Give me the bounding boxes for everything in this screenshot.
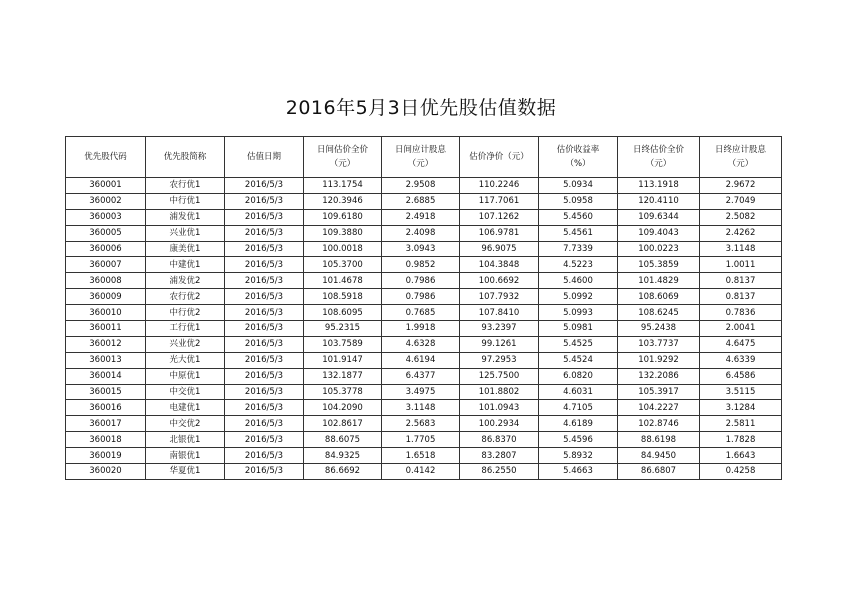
table-cell: 4.6475 bbox=[700, 336, 782, 352]
table-cell: 360013 bbox=[66, 352, 146, 368]
table-cell: 5.4525 bbox=[539, 336, 618, 352]
table-cell: 6.0820 bbox=[539, 368, 618, 384]
table-cell: 7.7339 bbox=[539, 241, 618, 257]
table-row bbox=[66, 352, 782, 368]
table-cell: 109.6344 bbox=[618, 209, 700, 225]
table-cell: 5.4596 bbox=[539, 432, 618, 448]
column-header-line: 日间估价全价 bbox=[316, 145, 368, 155]
table-cell: 3.0943 bbox=[382, 241, 460, 257]
table-cell: 2016/5/3 bbox=[225, 384, 304, 400]
table-cell: 106.9781 bbox=[460, 225, 539, 241]
table-cell: 109.6180 bbox=[304, 209, 382, 225]
table-cell: 101.9292 bbox=[618, 352, 700, 368]
table-cell: 360016 bbox=[66, 400, 146, 416]
table-cell: 浦发优2 bbox=[146, 273, 225, 289]
table-cell: 95.2438 bbox=[618, 321, 700, 337]
table-cell: 农行优2 bbox=[146, 289, 225, 305]
table-cell: 2016/5/3 bbox=[225, 464, 304, 480]
table-row bbox=[66, 289, 782, 305]
table-cell: 100.2934 bbox=[460, 416, 539, 432]
table-cell: 86.2550 bbox=[460, 464, 539, 480]
table-cell: 中交优1 bbox=[146, 384, 225, 400]
table-cell: 360012 bbox=[66, 336, 146, 352]
table-cell: 360018 bbox=[66, 432, 146, 448]
table-cell: 5.0934 bbox=[539, 178, 618, 194]
column-header-line: 估价净价（元） bbox=[469, 152, 529, 162]
table-cell: 1.6518 bbox=[382, 448, 460, 464]
table-cell: 360010 bbox=[66, 305, 146, 321]
table-cell: 北银优1 bbox=[146, 432, 225, 448]
table-row bbox=[66, 464, 782, 480]
table-cell: 1.7705 bbox=[382, 432, 460, 448]
table-cell: 86.8370 bbox=[460, 432, 539, 448]
table-cell: 康美优1 bbox=[146, 241, 225, 257]
table-cell: 5.0958 bbox=[539, 193, 618, 209]
table-row bbox=[66, 257, 782, 273]
column-header-line: 估价收益率 bbox=[556, 145, 600, 155]
column-header bbox=[700, 137, 782, 178]
table-cell: 120.4110 bbox=[618, 193, 700, 209]
table-cell: 360001 bbox=[66, 178, 146, 194]
table-cell: 103.7737 bbox=[618, 336, 700, 352]
column-header bbox=[304, 137, 382, 178]
table-cell: 107.7932 bbox=[460, 289, 539, 305]
table-cell: 中行优1 bbox=[146, 193, 225, 209]
table-cell: 99.1261 bbox=[460, 336, 539, 352]
table-cell: 2.4098 bbox=[382, 225, 460, 241]
table-cell: 5.4600 bbox=[539, 273, 618, 289]
table-cell: 108.6095 bbox=[304, 305, 382, 321]
table-cell: 86.6807 bbox=[618, 464, 700, 480]
table-cell: 2016/5/3 bbox=[225, 416, 304, 432]
table-cell: 360008 bbox=[66, 273, 146, 289]
table-cell: 86.6692 bbox=[304, 464, 382, 480]
table-cell: 0.7986 bbox=[382, 273, 460, 289]
table-cell: 103.7589 bbox=[304, 336, 382, 352]
table-cell: 360005 bbox=[66, 225, 146, 241]
table-cell: 3.5115 bbox=[700, 384, 782, 400]
table-cell: 100.0223 bbox=[618, 241, 700, 257]
table-cell: 107.8410 bbox=[460, 305, 539, 321]
page-title: 2016年5月3日优先股估值数据 bbox=[285, 97, 557, 119]
table-cell: 2016/5/3 bbox=[225, 368, 304, 384]
column-header-line: 日终应计股息 bbox=[714, 145, 766, 155]
table-cell: 5.4561 bbox=[539, 225, 618, 241]
table-cell: 2.5683 bbox=[382, 416, 460, 432]
table-cell: 360014 bbox=[66, 368, 146, 384]
table-row bbox=[66, 321, 782, 337]
table-cell: 101.4678 bbox=[304, 273, 382, 289]
table-cell: 360002 bbox=[66, 193, 146, 209]
table-cell: 2.5811 bbox=[700, 416, 782, 432]
table-row bbox=[66, 336, 782, 352]
table-row bbox=[66, 384, 782, 400]
table-cell: 光大优1 bbox=[146, 352, 225, 368]
table-row bbox=[66, 448, 782, 464]
table-cell: 104.2090 bbox=[304, 400, 382, 416]
table-cell: 2016/5/3 bbox=[225, 432, 304, 448]
table-cell: 南银优1 bbox=[146, 448, 225, 464]
table-cell: 95.2315 bbox=[304, 321, 382, 337]
table-cell: 88.6075 bbox=[304, 432, 382, 448]
table-cell: 110.2246 bbox=[460, 178, 539, 194]
table-cell: 105.3700 bbox=[304, 257, 382, 273]
table-cell: 101.4829 bbox=[618, 273, 700, 289]
table-cell: 0.7836 bbox=[700, 305, 782, 321]
table-cell: 100.6692 bbox=[460, 273, 539, 289]
table-row bbox=[66, 241, 782, 257]
table-cell: 360015 bbox=[66, 384, 146, 400]
table-cell: 6.4377 bbox=[382, 368, 460, 384]
table-cell: 0.8137 bbox=[700, 273, 782, 289]
table-cell: 5.4663 bbox=[539, 464, 618, 480]
table-cell: 4.6031 bbox=[539, 384, 618, 400]
table-cell: 88.6198 bbox=[618, 432, 700, 448]
table-row bbox=[66, 178, 782, 194]
table-cell: 1.7828 bbox=[700, 432, 782, 448]
table-cell: 2016/5/3 bbox=[225, 209, 304, 225]
table-cell: 102.8746 bbox=[618, 416, 700, 432]
table-cell: 电建优1 bbox=[146, 400, 225, 416]
table-cell: 2016/5/3 bbox=[225, 448, 304, 464]
table-cell: 93.2397 bbox=[460, 321, 539, 337]
table-cell: 中建优1 bbox=[146, 257, 225, 273]
table-cell: 132.2086 bbox=[618, 368, 700, 384]
table-cell: 2016/5/3 bbox=[225, 336, 304, 352]
table-cell: 3.1284 bbox=[700, 400, 782, 416]
column-header-line: 估值日期 bbox=[246, 152, 281, 162]
table-cell: 360017 bbox=[66, 416, 146, 432]
table-row bbox=[66, 209, 782, 225]
table-cell: 2016/5/3 bbox=[225, 321, 304, 337]
table-cell: 2016/5/3 bbox=[225, 305, 304, 321]
table-row bbox=[66, 432, 782, 448]
table-cell: 120.3946 bbox=[304, 193, 382, 209]
table-cell: 工行优1 bbox=[146, 321, 225, 337]
table-cell: 1.0011 bbox=[700, 257, 782, 273]
table-cell: 113.1754 bbox=[304, 178, 382, 194]
valuation-table bbox=[65, 136, 782, 480]
table-cell: 0.4142 bbox=[382, 464, 460, 480]
table-cell: 84.9325 bbox=[304, 448, 382, 464]
table-cell: 101.0943 bbox=[460, 400, 539, 416]
table-cell: 5.0981 bbox=[539, 321, 618, 337]
table-cell: 兴业优1 bbox=[146, 225, 225, 241]
table-cell: 109.3880 bbox=[304, 225, 382, 241]
table-cell: 4.7105 bbox=[539, 400, 618, 416]
table-cell: 2.0041 bbox=[700, 321, 782, 337]
table-cell: 360019 bbox=[66, 448, 146, 464]
table-cell: 1.9918 bbox=[382, 321, 460, 337]
column-header bbox=[146, 137, 225, 178]
table-cell: 0.4258 bbox=[700, 464, 782, 480]
table-row bbox=[66, 368, 782, 384]
column-header-unit: （元） bbox=[727, 159, 754, 169]
table-cell: 101.8802 bbox=[460, 384, 539, 400]
table-cell: 0.9852 bbox=[382, 257, 460, 273]
table-cell: 浦发优1 bbox=[146, 209, 225, 225]
table-cell: 109.4043 bbox=[618, 225, 700, 241]
table-cell: 2016/5/3 bbox=[225, 225, 304, 241]
table-cell: 360009 bbox=[66, 289, 146, 305]
table-cell: 2016/5/3 bbox=[225, 400, 304, 416]
table-cell: 2.9508 bbox=[382, 178, 460, 194]
column-header bbox=[618, 137, 700, 178]
table-cell: 2.7049 bbox=[700, 193, 782, 209]
table-cell: 4.6189 bbox=[539, 416, 618, 432]
table-cell: 96.9075 bbox=[460, 241, 539, 257]
table-cell: 2016/5/3 bbox=[225, 273, 304, 289]
table-row bbox=[66, 305, 782, 321]
table-cell: 113.1918 bbox=[618, 178, 700, 194]
table-cell: 360011 bbox=[66, 321, 146, 337]
table-cell: 132.1877 bbox=[304, 368, 382, 384]
table-cell: 中行优2 bbox=[146, 305, 225, 321]
table-cell: 2.5082 bbox=[700, 209, 782, 225]
table-cell: 97.2953 bbox=[460, 352, 539, 368]
column-header-line: 优先股简称 bbox=[163, 152, 207, 162]
table-cell: 84.9450 bbox=[618, 448, 700, 464]
table-cell: 兴业优2 bbox=[146, 336, 225, 352]
table-cell: 2016/5/3 bbox=[225, 352, 304, 368]
table-cell: 2.9672 bbox=[700, 178, 782, 194]
table-cell: 101.9147 bbox=[304, 352, 382, 368]
table-cell: 2016/5/3 bbox=[225, 289, 304, 305]
table-cell: 105.3778 bbox=[304, 384, 382, 400]
table-cell: 0.8137 bbox=[700, 289, 782, 305]
table-cell: 104.3848 bbox=[460, 257, 539, 273]
table-cell: 360007 bbox=[66, 257, 146, 273]
table-cell: 中交优2 bbox=[146, 416, 225, 432]
table-cell: 4.6328 bbox=[382, 336, 460, 352]
table-cell: 2.4262 bbox=[700, 225, 782, 241]
table-cell: 117.7061 bbox=[460, 193, 539, 209]
table-row bbox=[66, 400, 782, 416]
table-cell: 4.6194 bbox=[382, 352, 460, 368]
table-cell: 0.7685 bbox=[382, 305, 460, 321]
table-cell: 中原优1 bbox=[146, 368, 225, 384]
table-cell: 5.0993 bbox=[539, 305, 618, 321]
table-cell: 2.4918 bbox=[382, 209, 460, 225]
table-cell: 105.3859 bbox=[618, 257, 700, 273]
table-cell: 108.6245 bbox=[618, 305, 700, 321]
table-cell: 104.2227 bbox=[618, 400, 700, 416]
table-cell: 0.7986 bbox=[382, 289, 460, 305]
table-cell: 华夏优1 bbox=[146, 464, 225, 480]
table-cell: 108.6069 bbox=[618, 289, 700, 305]
column-header-unit: （元） bbox=[407, 159, 434, 169]
column-header bbox=[225, 137, 304, 178]
table-cell: 农行优1 bbox=[146, 178, 225, 194]
table-header-row bbox=[66, 137, 782, 178]
table-cell: 2016/5/3 bbox=[225, 193, 304, 209]
column-header bbox=[539, 137, 618, 178]
column-header bbox=[382, 137, 460, 178]
table-cell: 102.8617 bbox=[304, 416, 382, 432]
table-cell: 5.4524 bbox=[539, 352, 618, 368]
table-cell: 125.7500 bbox=[460, 368, 539, 384]
table-cell: 105.3917 bbox=[618, 384, 700, 400]
table-row bbox=[66, 273, 782, 289]
table-cell: 4.6339 bbox=[700, 352, 782, 368]
table-cell: 107.1262 bbox=[460, 209, 539, 225]
table-cell: 2016/5/3 bbox=[225, 257, 304, 273]
table-cell: 5.0992 bbox=[539, 289, 618, 305]
table-cell: 2.6885 bbox=[382, 193, 460, 209]
column-header bbox=[66, 137, 146, 178]
column-header-line: 优先股代码 bbox=[84, 152, 127, 162]
table-cell: 5.8932 bbox=[539, 448, 618, 464]
table-row bbox=[66, 225, 782, 241]
table-cell: 360006 bbox=[66, 241, 146, 257]
column-header-unit: （元） bbox=[329, 159, 356, 169]
column-header bbox=[460, 137, 539, 178]
table-body bbox=[66, 178, 782, 480]
table-cell: 3.1148 bbox=[382, 400, 460, 416]
table-cell: 360003 bbox=[66, 209, 146, 225]
column-header-line: 日间应计股息 bbox=[394, 145, 446, 155]
table-cell: 3.4975 bbox=[382, 384, 460, 400]
table-cell: 1.6643 bbox=[700, 448, 782, 464]
table-cell: 6.4586 bbox=[700, 368, 782, 384]
table-cell: 2016/5/3 bbox=[225, 241, 304, 257]
table-cell: 3.1148 bbox=[700, 241, 782, 257]
table-row bbox=[66, 193, 782, 209]
column-header-unit: （元） bbox=[645, 159, 672, 169]
table-cell: 108.5918 bbox=[304, 289, 382, 305]
column-header-unit: （%） bbox=[565, 159, 591, 169]
table-cell: 100.0018 bbox=[304, 241, 382, 257]
table-cell: 2016/5/3 bbox=[225, 178, 304, 194]
table-cell: 4.5223 bbox=[539, 257, 618, 273]
table-cell: 83.2807 bbox=[460, 448, 539, 464]
column-header-line: 日终估价全价 bbox=[632, 145, 684, 155]
table-cell: 360020 bbox=[66, 464, 146, 480]
table-cell: 5.4560 bbox=[539, 209, 618, 225]
table-row bbox=[66, 416, 782, 432]
